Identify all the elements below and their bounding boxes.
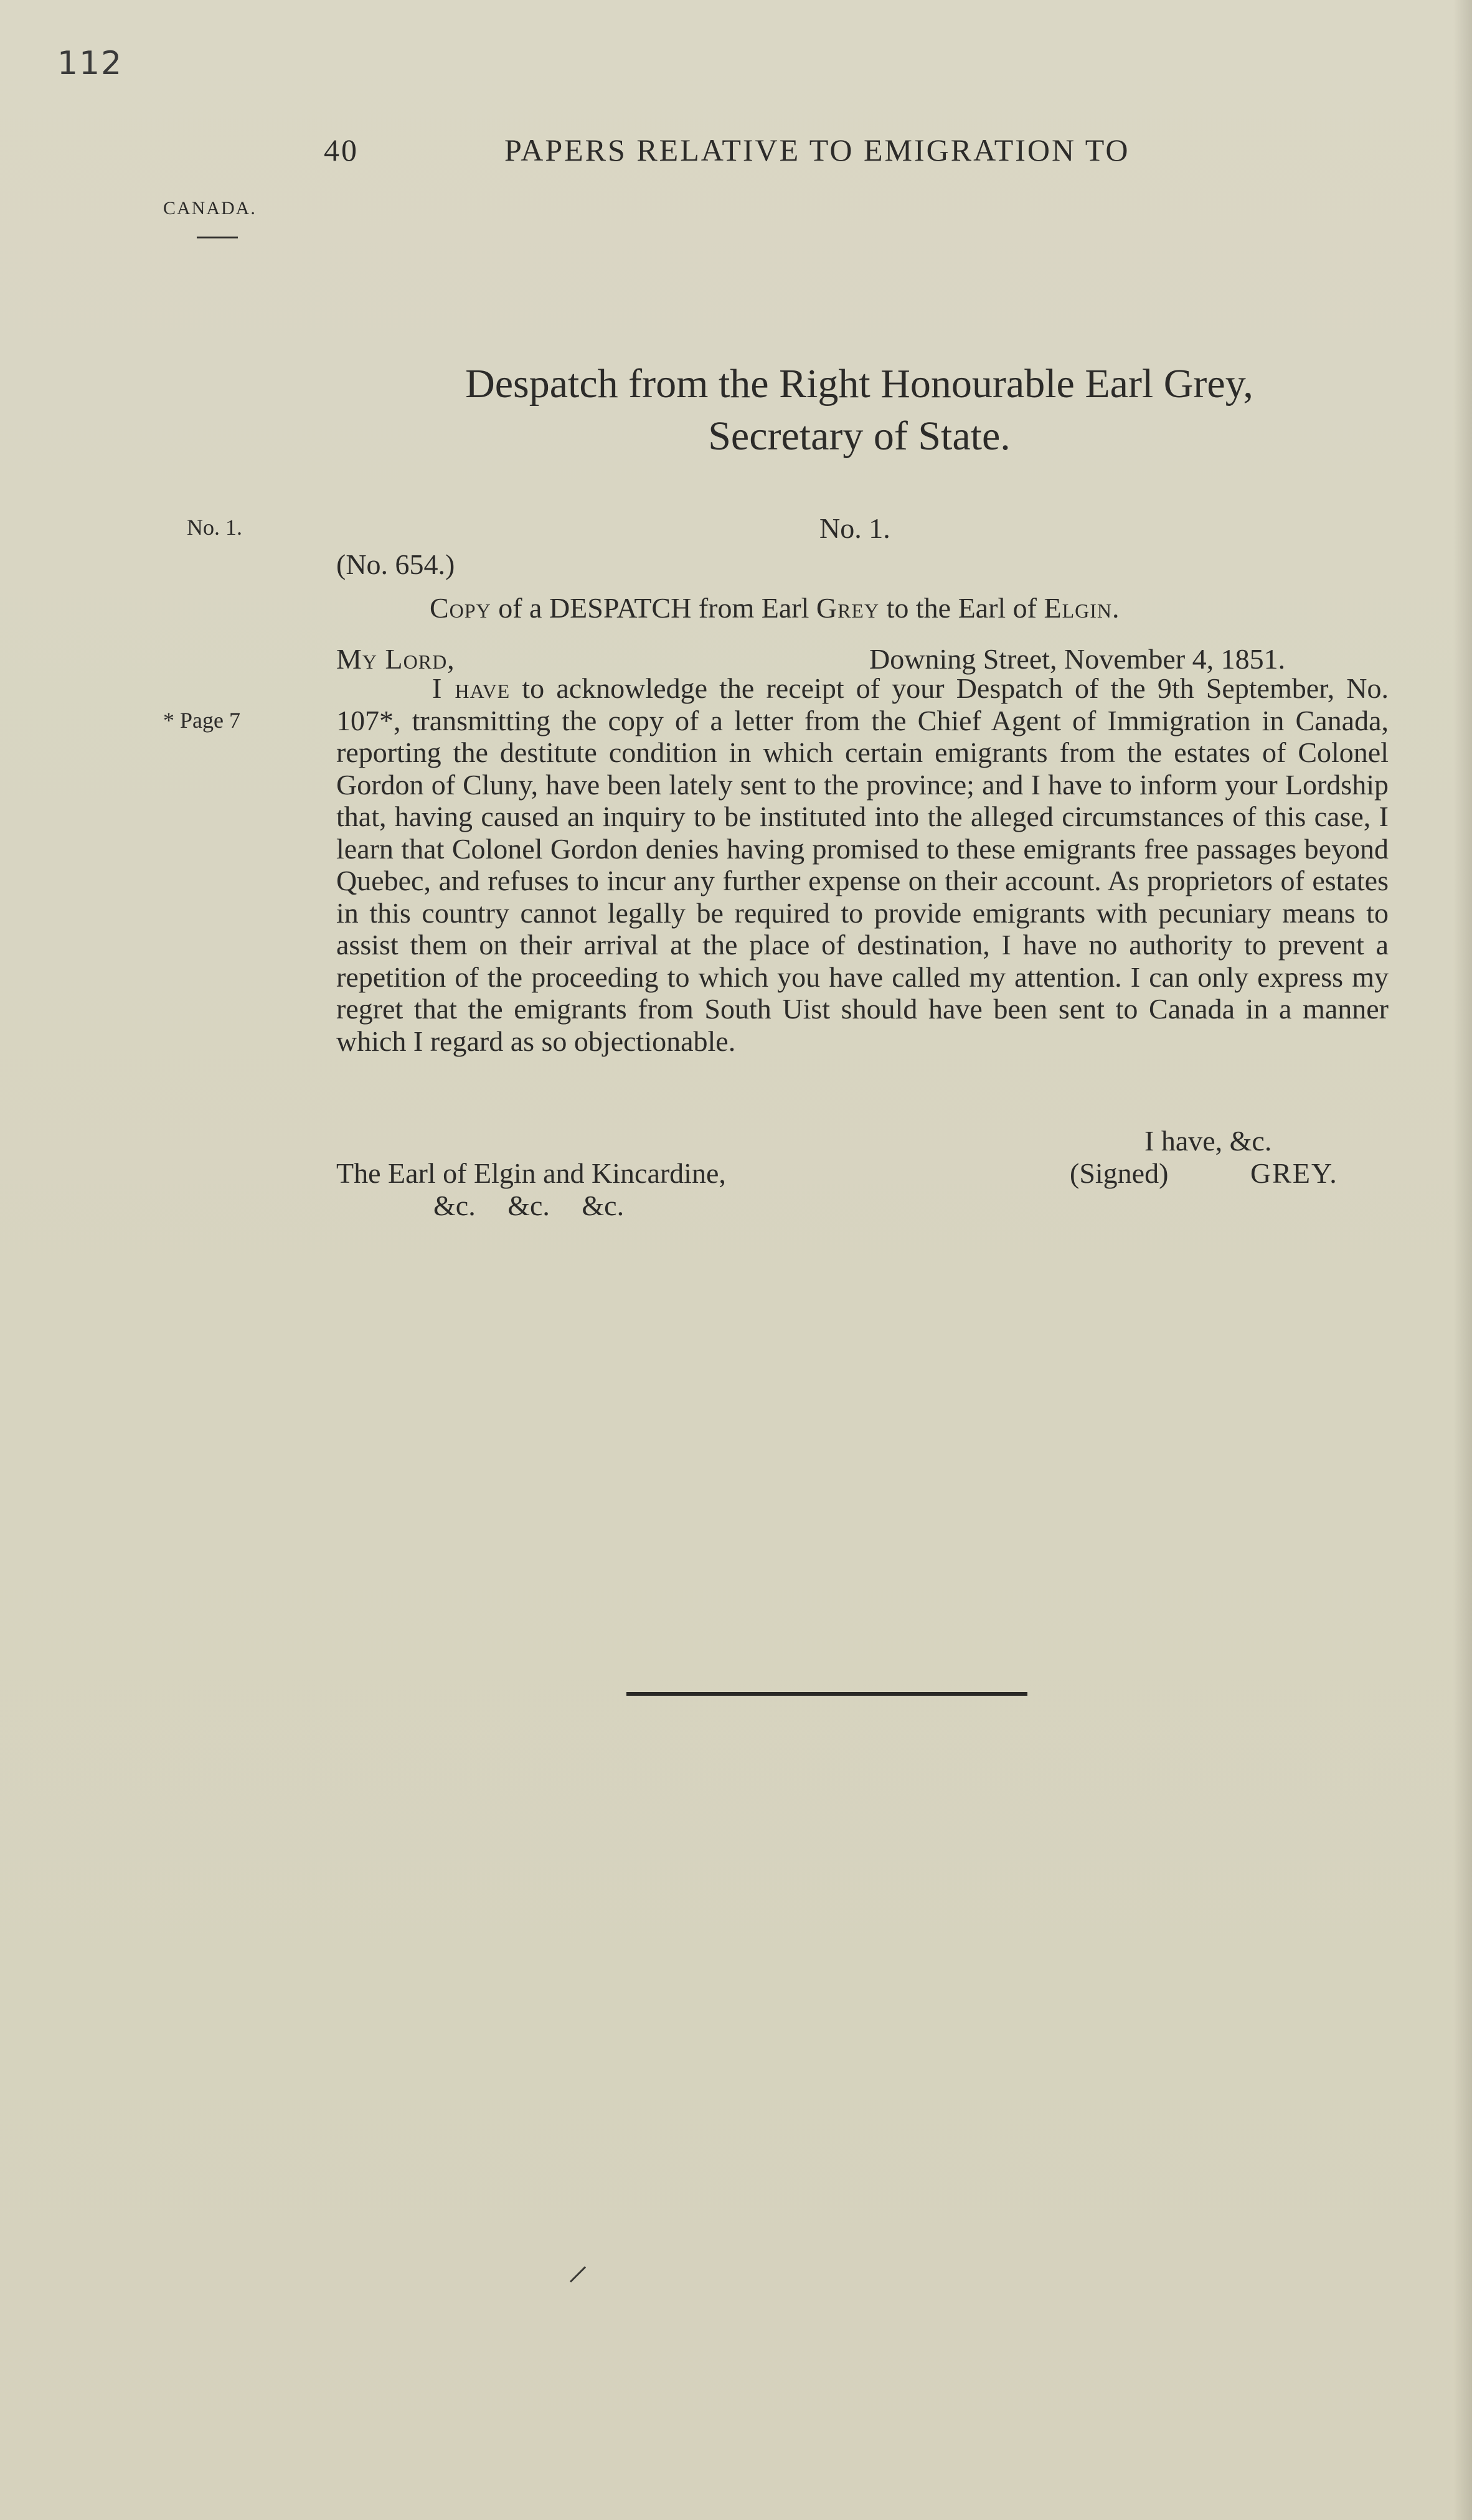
copy-title-grey: Grey — [816, 592, 880, 624]
margin-region-rule — [197, 237, 238, 238]
letter-paragraph — [336, 672, 1389, 1057]
despatch-number: (No. 654.) — [336, 548, 455, 580]
addressee-etc: &c. &c. &c. — [433, 1190, 625, 1221]
margin-document-ref: No. 1. — [187, 515, 242, 540]
letter-body-lead: I have — [432, 672, 511, 704]
letter-body — [336, 672, 1389, 1057]
margin-region-label: CANADA. — [163, 198, 257, 219]
signed-label: (Signed) — [1070, 1157, 1169, 1189]
running-head-title: PAPERS RELATIVE TO EMIGRATION TO — [504, 133, 1130, 167]
closing: I have, &c. — [1144, 1125, 1272, 1157]
document-number: No. 1. — [819, 512, 890, 544]
main-heading-line2: Secretary of State. — [708, 413, 1011, 459]
copy-title-copy: Copy — [430, 592, 491, 624]
page-edge-shadow — [1453, 0, 1472, 2520]
pencil-mark — [570, 2266, 586, 2282]
copy-title-to-the: to the Earl of — [879, 592, 1044, 624]
copy-title-middle: of a DESPATCH from Earl — [491, 592, 816, 624]
salutation: My Lord, — [336, 643, 455, 675]
addressee: The Earl of Elgin and Kincardine, — [336, 1157, 726, 1189]
end-rule — [626, 1692, 1027, 1696]
signature: GREY. — [1250, 1157, 1338, 1189]
folio-number: 40 — [324, 133, 359, 167]
main-heading — [374, 358, 1345, 463]
copy-title-elgin: Elgin. — [1044, 592, 1120, 624]
letter-body-text: to acknowledge the receipt of your Despatch of the 9th September, No. 107*, transmitting the copy of a letter from the Chief Agent of Immigration in Canada, reporting the destitute condition in which certain emigrants from the estates of Colonel Gordon of Cluny, have been lately sent to the province; and I have to inform your Lordship that, having caused an inquiry to be instituted into the alleged circumstances of this case, I learn that Colonel Gordon denies having promised to these emigrants free passages beyond Quebec, and refuses to incur any further expense on their account. As proprietors of estates in this country cannot legally be required to provide emigrants with pecuniary means to assist them on their arrival at the place of destination, I have no authority to prevent a repetition of the proceeding to which you have called my attention. I can only express my regret that the emigrants from South Uist should have been sent to Canada in a manner which I regard as so objectionable. — [336, 672, 1389, 1057]
main-heading-line1: Despatch from the Right Honourable Earl Grey, — [465, 361, 1253, 407]
dateline: Downing Street, November 4, 1851. — [869, 643, 1286, 675]
margin-cross-reference: * Page 7 — [163, 708, 240, 733]
scan-page-number: 112 — [57, 45, 123, 82]
copy-title — [430, 591, 1120, 624]
